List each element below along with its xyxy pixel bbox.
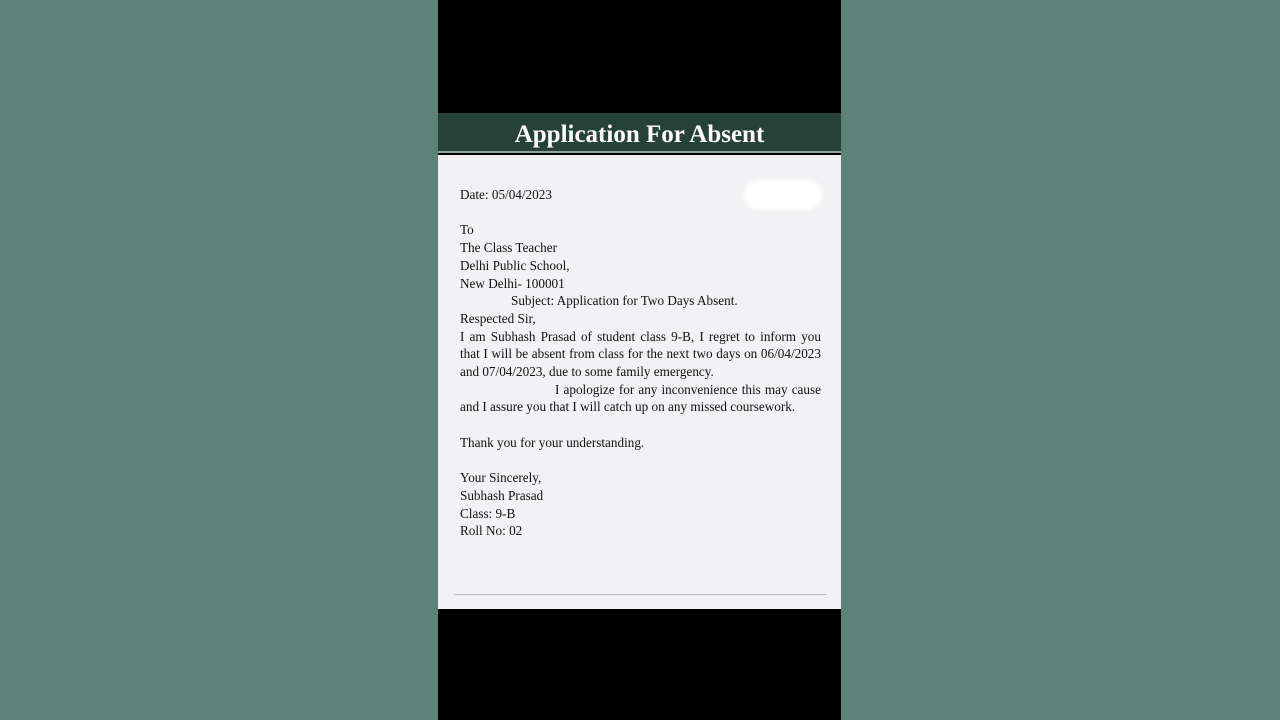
title-banner	[438, 113, 841, 153]
letter-date: Date: 05/04/2023	[460, 187, 552, 202]
letter-subject: Subject: Application for Two Days Absent.	[511, 293, 738, 309]
letter-school: Delhi Public School,	[460, 257, 570, 273]
banner-title: Application For Absent	[514, 121, 765, 148]
letter-address: New Delhi- 100001	[460, 275, 565, 291]
letter-paragraph-2	[460, 381, 821, 416]
letter-thanks: Thank you for your understanding.	[460, 434, 645, 450]
letter-paragraph-2-text: I apologize for any inconvenience this may cause and I assure you that I will catch up on any missed coursework.	[460, 381, 821, 415]
letter-paragraph-1: I am Subhash Prasad of student class 9-B, I regret to inform you that I will be absent from class for the next two days on 06/04/2023 and 07/04/2023, due to some family emergency.	[460, 328, 821, 380]
letter-signature-name: Subhash Prasad	[460, 487, 544, 503]
letter-closing: Your Sincerely,	[460, 470, 542, 486]
letter-class: Class: 9-B	[460, 505, 516, 521]
video-frame	[438, 0, 841, 720]
letter-to: To	[460, 222, 474, 238]
letter-body	[460, 186, 821, 540]
letter-recipient: The Class Teacher	[460, 240, 557, 256]
letter-salutation: Respected Sir,	[460, 310, 536, 326]
letter-roll-number: Roll No: 02	[460, 523, 523, 539]
divider-line	[454, 594, 827, 595]
letter-paper	[438, 155, 841, 609]
